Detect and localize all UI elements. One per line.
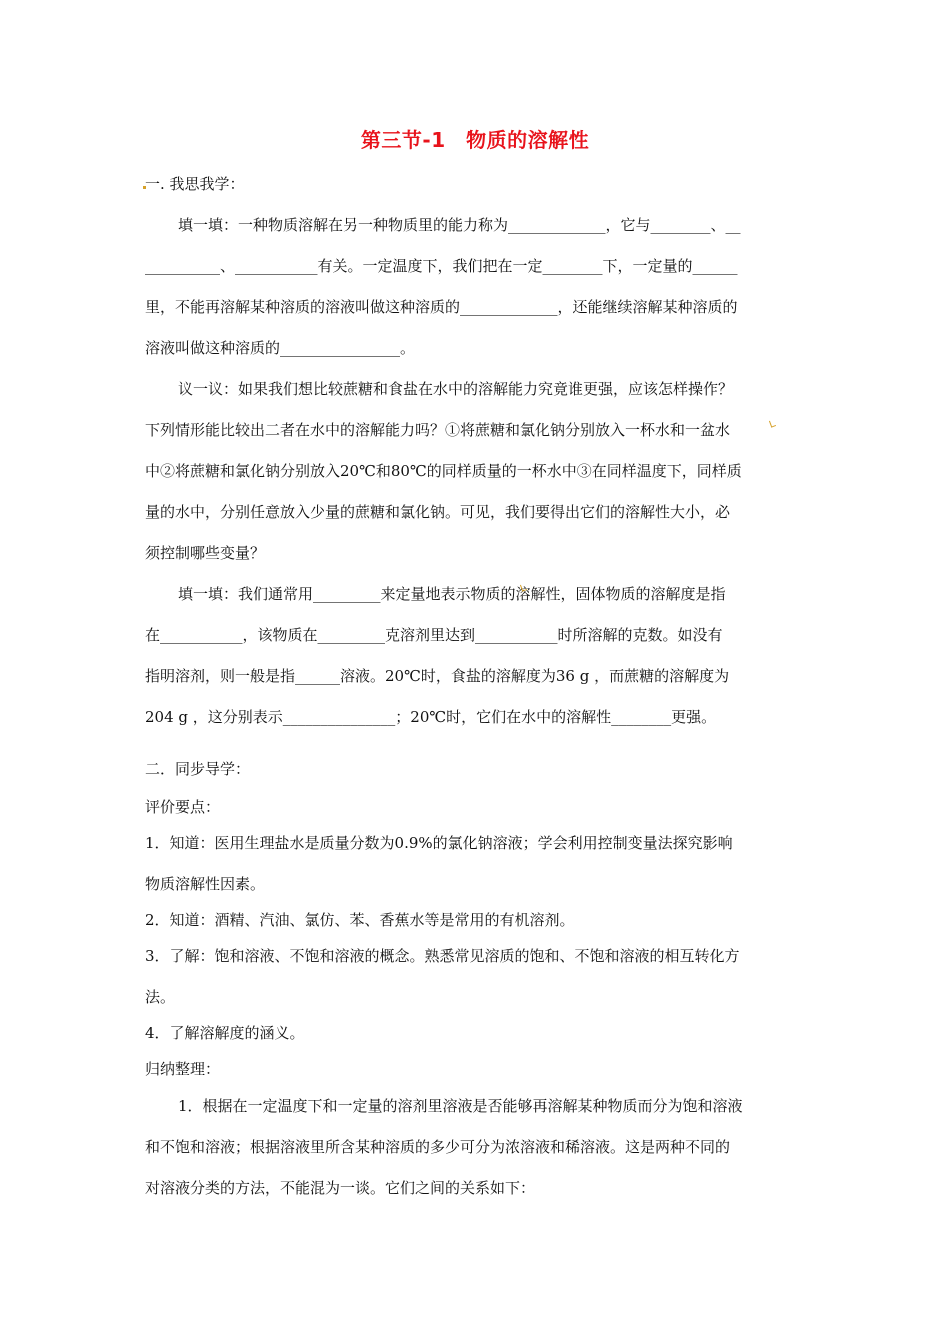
- page-title: 第三节-1 物质的溶解性: [360, 128, 590, 152]
- section1-line: 溶液叫做这种溶质的________________。: [145, 339, 416, 357]
- section2-subheading: 评价要点：: [145, 798, 221, 816]
- section1-line: 里，不能再溶解某种溶质的溶液叫做这种溶质的_____________，还能继续溶解某种溶质的: [145, 298, 738, 316]
- evaluation-point: 3．了解：饱和溶液、不饱和溶液的概念。熟悉常见溶质的饱和、不饱和溶液的相互转化方: [145, 947, 740, 965]
- section1-line: 填一填：一种物质溶解在另一种物质里的能力称为_____________，它与________、__: [178, 216, 741, 234]
- editor-mark: [769, 419, 776, 427]
- evaluation-point: 1．知道：医用生理盐水是质量分数为0.9%的氯化钠溶液；学会利用控制变量法探究影响: [145, 834, 733, 852]
- section1-line: 在___________，该物质在_________克溶剂里达到___________时所溶解的克数。如没有: [145, 626, 723, 644]
- section2-subheading: 归纳整理：: [145, 1060, 221, 1078]
- evaluation-point: 物质溶解性因素。: [145, 875, 266, 893]
- section1-line: 中②将蔗糖和氯化钠分别放入20℃和80℃的同样质量的一杯水中③在同样温度下，同样质: [145, 462, 742, 480]
- section1-line: 204 g ，这分别表示_______________；20℃时，它们在水中的溶解性________更强。: [145, 708, 717, 726]
- evaluation-point: 法。: [145, 988, 176, 1006]
- summary-line: 对溶液分类的方法，不能混为一谈。它们之间的关系如下：: [145, 1179, 536, 1197]
- section1-line: 填一填：我们通常用_________来定量地表示物质的溶解性，固体物质的溶解度是指: [178, 585, 726, 603]
- section1-line: 指明溶剂，则一般是指______溶液。20℃时，食盐的溶解度为36 g ，而蔗糖的溶解度为: [145, 667, 730, 685]
- section2-heading: 二．同步导学：: [145, 760, 251, 778]
- evaluation-point: 4．了解溶解度的涵义。: [145, 1024, 305, 1042]
- section1-line: 量的水中，分别任意放入少量的蔗糖和氯化钠。可见，我们要得出它们的溶解性大小，必: [145, 503, 731, 521]
- evaluation-point: 2．知道：酒精、汽油、氯仿、苯、香蕉水等是常用的有机溶剂。: [145, 911, 575, 929]
- section1-line: __________、___________有关。一定温度下，我们把在一定________下，一定量的______: [145, 257, 738, 275]
- section1-line: 下列情形能比较出二者在水中的溶解能力吗？①将蔗糖和氯化钠分别放入一杯水和一盆水: [145, 421, 731, 439]
- summary-line: 1．根据在一定温度下和一定量的溶剂里溶液是否能够再溶解某种物质而分为饱和溶液: [178, 1097, 743, 1115]
- section1-line: 须控制哪些变量？: [145, 544, 266, 562]
- summary-line: 和不饱和溶液；根据溶液里所含某种溶质的多少可分为浓溶液和稀溶液。这是两种不同的: [145, 1138, 731, 1156]
- section1-line: 议一议：如果我们想比较蔗糖和食盐在水中的溶解能力究竟谁更强，应该怎样操作？: [178, 380, 734, 398]
- section1-heading: 一. 我思我学：: [145, 175, 245, 193]
